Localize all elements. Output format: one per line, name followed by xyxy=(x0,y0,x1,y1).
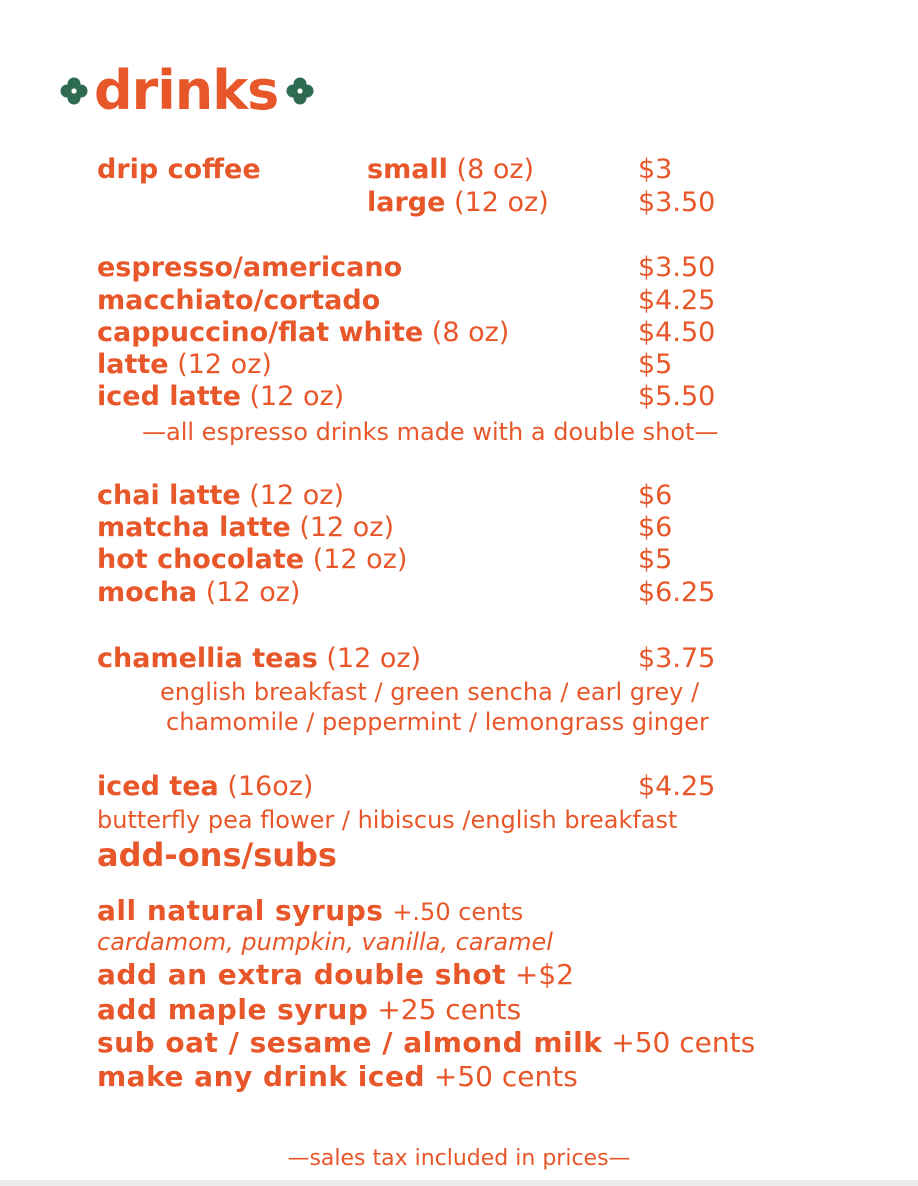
size-volume: (8 oz) xyxy=(456,154,535,185)
menu-item xyxy=(97,284,380,317)
syrup-flavors: cardamom, pumpkin, vanilla, caramel xyxy=(97,928,553,956)
menu-item-price: $5 xyxy=(638,349,673,380)
menu-item-size: (12 oz) xyxy=(249,480,344,511)
menu-item-price: $6 xyxy=(638,512,673,543)
addon-name: make any drink iced xyxy=(97,1060,425,1093)
size-volume: (12 oz) xyxy=(454,187,549,218)
menu-item-size: (12 oz) xyxy=(312,544,408,575)
menu-item-price: $6.25 xyxy=(638,577,716,608)
addon-name: add maple syrup xyxy=(97,993,369,1026)
menu-item-price: $3 xyxy=(638,154,673,185)
menu-item-size: (12 oz) xyxy=(205,577,301,608)
menu-item xyxy=(97,348,272,381)
page-title: drinks xyxy=(94,59,279,122)
addon-item xyxy=(97,958,574,991)
menu-item xyxy=(97,380,344,413)
menu-item-size: (12 oz) xyxy=(249,381,345,412)
addon-price: +50 cents xyxy=(433,1060,578,1093)
menu-item-name: mocha xyxy=(97,577,198,608)
menu-item-price: $5.50 xyxy=(638,381,716,412)
size-label: small xyxy=(367,154,448,185)
addon-name: all natural syrups xyxy=(97,894,384,927)
menu-item-price: $4.50 xyxy=(638,317,716,348)
menu-item xyxy=(97,511,394,544)
addon-item xyxy=(97,993,521,1026)
menu-item-name: latte xyxy=(97,349,169,380)
addon-name: sub oat / sesame / almond milk xyxy=(97,1026,603,1059)
menu-item xyxy=(97,770,313,803)
espresso-note: —all espresso drinks made with a double shot— xyxy=(142,418,719,446)
menu-item-name: matcha latte xyxy=(97,512,291,543)
menu-item-price: $4.25 xyxy=(638,285,716,316)
menu-item-name: hot chocolate xyxy=(97,544,305,575)
size-label: large xyxy=(367,187,446,218)
size-option-small xyxy=(367,153,534,186)
menu-item-price: $4.25 xyxy=(638,771,716,802)
menu-item xyxy=(97,576,300,609)
menu-item-price: $5 xyxy=(638,544,673,575)
menu-item-name: drip coffee xyxy=(97,154,261,185)
menu-header xyxy=(58,58,316,124)
menu-item-size: (12 oz) xyxy=(326,643,422,674)
menu-item-name: iced latte xyxy=(97,381,241,412)
tax-note: —sales tax included in prices— xyxy=(287,1146,631,1171)
page-edge xyxy=(0,1180,918,1186)
menu-item-size: (12 oz) xyxy=(299,512,395,543)
menu-item-size: (16oz) xyxy=(227,771,314,802)
menu-item-price: $3.50 xyxy=(638,252,716,283)
size-option-large xyxy=(367,186,549,219)
menu-item-size: (12 oz) xyxy=(177,349,272,380)
addon-name: add an extra double shot xyxy=(97,958,507,991)
menu-item xyxy=(97,642,421,675)
menu-item-name: iced tea xyxy=(97,771,219,802)
section-heading: add-ons/subs xyxy=(97,836,337,874)
addon-price: +25 cents xyxy=(377,993,522,1026)
iced-tea-flavors: butterfly pea flower / hibiscus /english breakfast xyxy=(97,806,678,834)
tea-options: english breakfast / green sencha / earl grey / xyxy=(160,678,700,706)
addon-price: +50 cents xyxy=(611,1026,756,1059)
menu-item-name: espresso/americano xyxy=(97,252,403,283)
flower-icon xyxy=(58,75,90,107)
menu-item-name: macchiato/cortado xyxy=(97,285,381,316)
flower-icon xyxy=(284,75,316,107)
addon-price: +.50 cents xyxy=(392,898,524,926)
menu-item xyxy=(97,479,344,512)
addon-price: +$2 xyxy=(514,958,575,991)
menu-item xyxy=(97,543,407,576)
menu-item-price: $3.75 xyxy=(638,643,716,674)
menu-item xyxy=(97,316,509,349)
addon-item xyxy=(97,1060,578,1093)
addon-item xyxy=(97,1026,755,1059)
menu-item xyxy=(97,251,402,284)
menu-item-name: cappuccino/flat white xyxy=(97,317,424,348)
menu-item-price: $3.50 xyxy=(638,187,716,218)
menu-item-name: chamellia teas xyxy=(97,643,318,674)
tea-options: chamomile / peppermint / lemongrass ginger xyxy=(166,708,709,736)
menu-item-name: chai latte xyxy=(97,480,241,511)
menu-item-size: (8 oz) xyxy=(431,317,510,348)
menu-item-price: $6 xyxy=(638,480,673,511)
addon-item xyxy=(97,894,523,927)
